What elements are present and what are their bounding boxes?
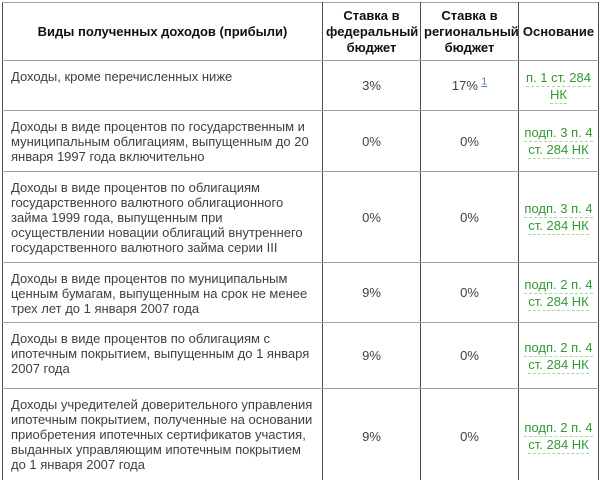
regional-rate-cell: 0% bbox=[421, 263, 519, 323]
col-header-basis: Основание bbox=[519, 3, 599, 61]
income-type-cell: Доходы в виде процентов по государственным и муниципальным облигациям, выпущенным до 20 января 1997 года включительно bbox=[3, 111, 323, 172]
basis-cell bbox=[519, 61, 599, 111]
federal-rate-cell: 0% bbox=[323, 172, 421, 263]
basis-law-link[interactable]: подп. 2 п. 4 ст. 284 НК bbox=[524, 420, 593, 452]
income-type-cell: Доходы в виде процентов по облигациям с ипотечным покрытием, выпущенным до 1 января 2007 года bbox=[3, 323, 323, 389]
col-header-income-types: Виды полученных доходов (прибыли) bbox=[3, 3, 323, 61]
basis-cell bbox=[519, 172, 599, 263]
regional-rate-cell: 0% bbox=[421, 172, 519, 263]
header-row bbox=[3, 3, 599, 61]
footnote-superscript bbox=[482, 77, 488, 88]
basis-law-link[interactable]: подп. 2 п. 4 ст. 284 НК bbox=[524, 276, 593, 309]
income-tax-rates-table bbox=[2, 2, 599, 480]
regional-rate-cell: 0% bbox=[421, 111, 519, 172]
table-row bbox=[3, 389, 599, 480]
federal-rate-cell: 9% bbox=[323, 389, 421, 480]
basis-law-link[interactable]: подп. 3 п. 4 ст. 284 НК bbox=[524, 125, 593, 157]
basis-cell bbox=[519, 323, 599, 389]
regional-rate-cell: 17% $^1$ bbox=[421, 61, 519, 111]
federal-rate-cell: 3% bbox=[323, 61, 421, 111]
basis-law-link[interactable]: подп. 2 п. 4 ст. 284 НК bbox=[524, 339, 593, 372]
table-row bbox=[3, 172, 599, 263]
regional-rate-cell: 0% bbox=[421, 323, 519, 389]
income-type-cell: Доходы, кроме перечисленных ниже bbox=[3, 61, 323, 111]
federal-rate-cell: 0% bbox=[323, 111, 421, 172]
basis-law-link[interactable]: п. 1 ст. 284 НК bbox=[525, 69, 592, 102]
basis-cell bbox=[519, 389, 599, 480]
regional-rate-cell: 0% bbox=[421, 389, 519, 480]
basis-law-link[interactable]: подп. 3 п. 4 ст. 284 НК bbox=[524, 201, 593, 233]
federal-rate-cell: 9% bbox=[323, 263, 421, 323]
basis-cell bbox=[519, 111, 599, 172]
income-type-cell: Доходы в виде процентов по облигациям государственного валютного облигационного займа 1999 года, выпущенным при осуществлении новации облигаций внутреннего государственного валютного займа серии III bbox=[3, 172, 323, 263]
table-row bbox=[3, 323, 599, 389]
footnote-link[interactable]: 1 bbox=[481, 76, 488, 88]
col-header-regional-rate: Ставка в региональный бюджет bbox=[421, 3, 519, 61]
income-type-cell: Доходы в виде процентов по муниципальным ценным бумагам, выпущенным на срок не менее трех лет до 1 января 2007 года bbox=[3, 263, 323, 323]
col-header-federal-rate: Ставка в федеральный бюджет bbox=[323, 3, 421, 61]
federal-rate-cell: 9% bbox=[323, 323, 421, 389]
table-body bbox=[3, 61, 599, 480]
basis-cell bbox=[519, 263, 599, 323]
income-type-cell: Доходы учредителей доверительного управления ипотечным покрытием, полученные на основании приобретения ипотечных сертификатов участия, выданных управляющим ипотечным покрытием до 1 января 2007 года bbox=[3, 389, 323, 480]
table-row bbox=[3, 61, 599, 111]
table-row bbox=[3, 111, 599, 172]
table-row bbox=[3, 263, 599, 323]
